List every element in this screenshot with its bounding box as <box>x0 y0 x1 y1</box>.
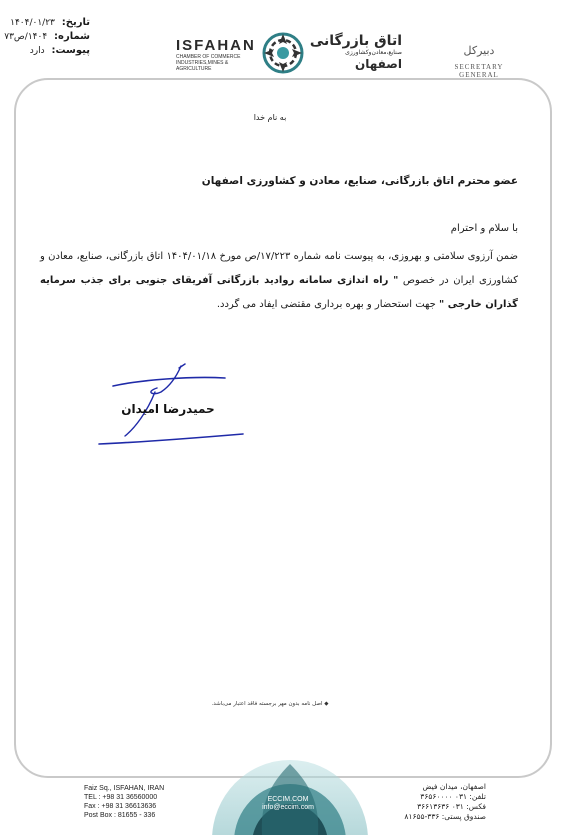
secretary-general-block <box>434 44 524 79</box>
body-part1: ضمن آرزوی سلامتی و بهروزی، به پیوست نامه شماره ۱۷/۲۲۳/ص مورخ ۱۴۰۴/۰۱/۱۸ اتاق بازرگانی، صنایع، معادن و کشاورزی ایران در خصوص <box>40 251 518 286</box>
footer-contact-fa <box>390 782 486 822</box>
attachment-label: پیوست: <box>51 45 90 56</box>
footer-pobox-en: Post Box : 81655 - 336 <box>84 812 156 819</box>
greeting: با سلام و احترام <box>450 223 518 234</box>
date-label: تاریخ: <box>61 17 90 28</box>
secretary-general-fa: دبیرکل <box>463 44 495 57</box>
date-value: ۱۴۰۴/۰۱/۲۳ <box>10 18 55 28</box>
number-label: شماره: <box>54 31 90 42</box>
logo-fa-sub: صنایع،معادن‌وکشاورزی <box>345 49 402 56</box>
footer-emblem-icon <box>210 744 370 835</box>
signer-name: حمیدرضا امیدان <box>121 402 215 416</box>
logo-en-title: ISFAHAN <box>176 37 256 54</box>
number-row <box>6 30 90 44</box>
footer-pobox-fa: صندوق پستی: ۳۳۶-۸۱۶۵۵ <box>404 812 486 821</box>
attachment-value: دارد <box>29 46 45 56</box>
footnote-text: اصل نامه بدون مهر برجسته فاقد اعتبار می‌باشد. <box>211 701 323 707</box>
footer-fax-en: Fax : +98 31 36613636 <box>84 803 157 810</box>
letter-body <box>40 245 518 317</box>
footer-tel-fa: تلفن: ۰۳۱ ۳۶۵۶۰۰۰۰ <box>420 792 486 801</box>
footer-contact-en <box>84 784 204 820</box>
footer-fax-fa: فکس: ۰۳۱ ۳۶۶۱۳۶۳۶ <box>417 802 486 811</box>
footer-address-fa: اصفهان، میدان فیض <box>422 782 486 791</box>
footnote <box>150 701 390 707</box>
logo-en-line2: INDUSTRIES,MINES & AGRICULTURE <box>176 60 229 72</box>
letter-meta <box>6 16 90 58</box>
footer-address-en: Faiz Sq., ISFAHAN, IRAN <box>84 785 165 792</box>
footer-web <box>238 796 338 812</box>
body-subject: " راه اندازی سامانه روادید بازرگانی آفریقای جنوبی برای جذب سرمایه گذاران خارجی " <box>40 275 518 310</box>
footer-tel-en: TEL : +98 31 36560000 <box>84 794 158 801</box>
secretary-general-en: SECRETARY GENERAL <box>454 63 504 79</box>
basmala: به نام خدا <box>253 113 287 122</box>
footer-site: ECCIM.COM <box>267 796 309 803</box>
logo-fa-city: اصفهان <box>354 57 402 71</box>
attachment-row <box>6 44 90 58</box>
logo-english <box>176 37 260 72</box>
logo-en-line1: CHAMBER OF COMMERCE <box>176 54 241 60</box>
logo-fa-title: اتاق بازرگانی <box>309 33 402 49</box>
number-value: ۱۴۰۴/ص۷۳ <box>4 32 48 42</box>
recipient: عضو محترم اتاق بازرگانی، صنایع، معادن و کشاورزی اصفهان <box>201 175 518 187</box>
footnote-bullet-icon: ◆ <box>324 701 329 707</box>
date-row <box>6 16 90 30</box>
logo-persian <box>306 33 402 71</box>
footer-email: info@eccim.com <box>262 804 314 811</box>
chamber-emblem-icon <box>262 32 304 74</box>
body-part2: جهت استحضار و بهره برداری مقتضی ایفاد می گردد. <box>216 299 436 310</box>
